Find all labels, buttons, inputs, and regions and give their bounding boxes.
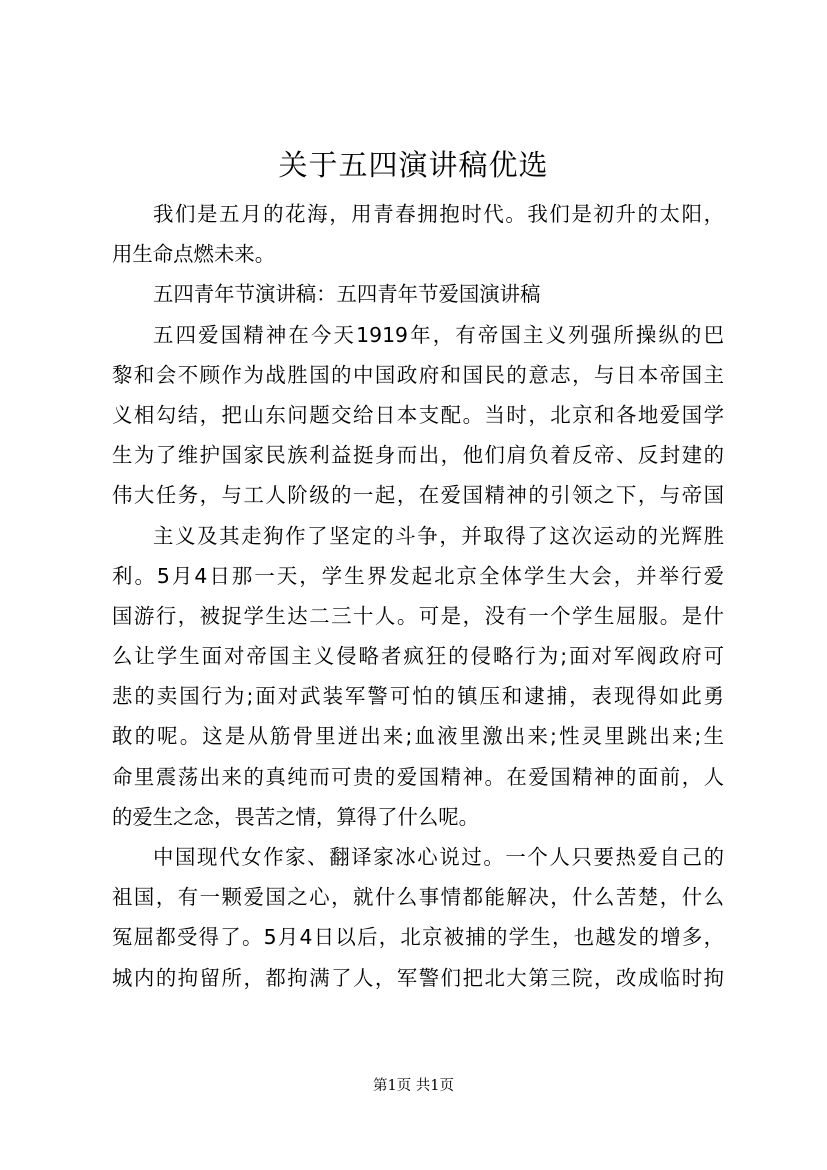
text-line: 生为了维护国家民族利益挺身而出，他们肩负着反帝、反封建的 bbox=[112, 443, 724, 468]
text-line: 敢的呢。这是从筋骨里迸出来;血液里激出来;性灵里跳出来;生 bbox=[112, 724, 724, 749]
text-line: 悲的卖国行为;面对武装军警可怕的镇压和逮捕，表现得如此勇 bbox=[112, 684, 724, 709]
page-title: 关于五四演讲稿优选 bbox=[278, 148, 549, 182]
text-line: 么让学生面对帝国主义侵略者疯狂的侵略行为;面对军阀政府可 bbox=[112, 644, 724, 669]
text-line: 国游行，被捉学生达二三十人。可是，没有一个学生屈服。是什 bbox=[112, 603, 724, 628]
text-line: 五四爱国精神在今天1919年，有帝国主义列强所操纵的巴 bbox=[153, 322, 724, 347]
page-footer: 第1页 共1页 bbox=[372, 1078, 455, 1094]
text-line: 祖国，有一颗爱国之心，就什么事情都能解决，什么苦楚，什么 bbox=[112, 885, 724, 910]
text-line: 伟大任务，与工人阶级的一起，在爱国精神的引领之下，与帝国 bbox=[112, 483, 724, 508]
text-line: 城内的拘留所，都拘满了人，军警们把北大第三院，改成临时拘 bbox=[112, 965, 724, 990]
text-line: 中国现代女作家、翻译家冰心说过。一个人只要热爱自己的 bbox=[153, 845, 724, 869]
text-line: 命里震荡出来的真纯而可贵的爱国精神。在爱国精神的面前，人 bbox=[112, 764, 724, 789]
text-line: 利。5月4日那一天，学生界发起北京全体学生大会，并举行爱 bbox=[112, 563, 724, 588]
text-line: 的爱生之念，畏苦之情，算得了什么呢。 bbox=[112, 804, 480, 829]
text-line: 主义及其走狗作了坚定的斗争，并取得了这次运动的光辉胜 bbox=[153, 523, 724, 548]
text-line: 用生命点燃未来。 bbox=[112, 242, 276, 267]
text-line: 黎和会不顾作为战胜国的中国政府和国民的意志，与日本帝国主 bbox=[112, 362, 724, 387]
document-body bbox=[112, 194, 724, 998]
text-line: 五四青年节演讲稿：五四青年节爱国演讲稿 bbox=[153, 282, 541, 307]
text-line: 我们是五月的花海，用青春拥抱时代。我们是初升的太阳， bbox=[153, 202, 724, 226]
text-line: 义相勾结，把山东问题交给日本支配。当时，北京和各地爱国学 bbox=[112, 402, 724, 427]
text-line: 冤屈都受得了。5月4日以后，北京被捕的学生，也越发的增多， bbox=[112, 925, 724, 950]
